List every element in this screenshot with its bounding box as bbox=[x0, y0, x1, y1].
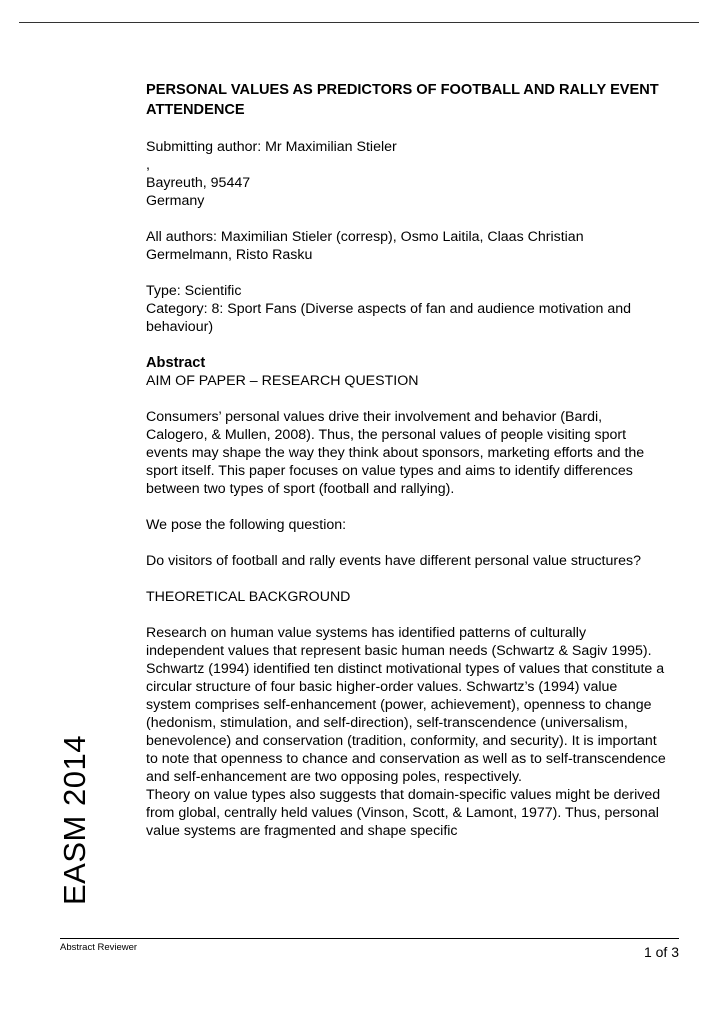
top-rule bbox=[19, 22, 699, 23]
paper-title: PERSONAL VALUES AS PREDICTORS OF FOOTBALL AND RALLY EVENT ATTENDENCE bbox=[146, 82, 659, 118]
footer-rule bbox=[60, 938, 679, 939]
abstract-heading: Abstract bbox=[146, 355, 206, 371]
paper-category: Category: 8: Sport Fans (Diverse aspects of fan and audience motivation and behaviour) bbox=[146, 301, 632, 335]
submitting-author-block bbox=[146, 138, 666, 210]
theory-paragraph-1: Research on human value systems has identified patterns of culturally independent values that represent basic human needs (Schwartz & Sagiv 1995). Schwartz (1994) identified ten distinct motivational types of values that constitute a circular structure of four basic higher-order values. Schwartz’s (1994) value system comprises self-enhancement (power, achievement), openness to change (hedonism, stimulation, and self-direction), self-transcendence (universalism, benevolence) and conservation (tradition, conformity, and security). It is important to note that openness to chance and conservation as well as to self-transcendence and self-enhancement are two opposing poles, respectively. bbox=[146, 625, 666, 785]
pose-question: We pose the following question: bbox=[146, 517, 347, 533]
theory-heading: THEORETICAL BACKGROUND bbox=[146, 589, 351, 605]
footer-reviewer-label: Abstract Reviewer bbox=[60, 942, 138, 953]
submitting-author: Submitting author: Mr Maximilian Stieler bbox=[146, 139, 397, 155]
page-indicator: 1 of 3 bbox=[643, 944, 679, 960]
theory-paragraph-2: Theory on value types also suggests that domain-specific values might be derived from global, centrally held values (Vinson, Scott, & Lamont, 1977). Thus, personal value systems are fragmented and shape specific bbox=[146, 787, 661, 839]
aim-paragraph: Consumers’ personal values drive their involvement and behavior (Bardi, Calogero, & Mullen, 2008). Thus, the personal values of people visiting sport events may shape the way they think about sponsors, marketing efforts and the sport itself. This paper focuses on value types and aims to identify differences between two types of sport (football and rallying). bbox=[146, 409, 645, 497]
author-address-comma: , bbox=[146, 157, 150, 173]
document-body bbox=[146, 80, 666, 840]
aim-heading: AIM OF PAPER – RESEARCH QUESTION bbox=[146, 373, 419, 389]
conference-side-label: EASM 2014 bbox=[57, 735, 92, 905]
research-question: Do visitors of football and rally events have different personal value structures? bbox=[146, 553, 641, 569]
paper-type: Type: Scientific bbox=[146, 283, 242, 299]
author-country: Germany bbox=[146, 193, 205, 209]
all-authors: All authors: Maximilian Stieler (corresp), Osmo Laitila, Claas Christian Germelmann, Risto Rasku bbox=[146, 229, 584, 263]
author-city: Bayreuth, 95447 bbox=[146, 175, 251, 191]
